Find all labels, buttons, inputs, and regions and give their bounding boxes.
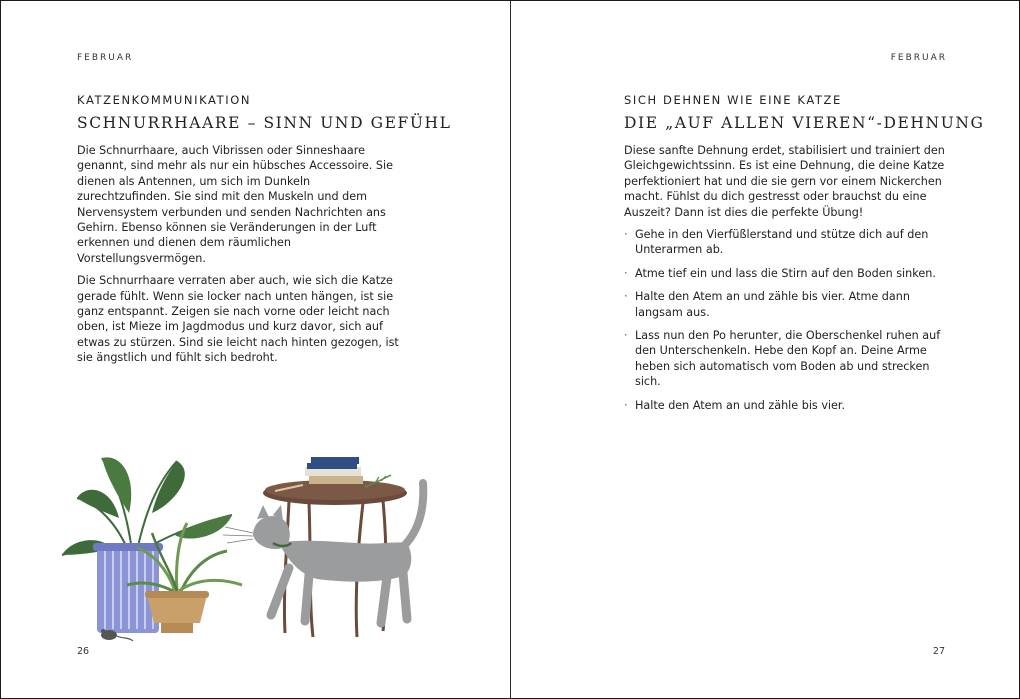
step-text: Atme tief ein und lass die Stirn auf den Boden sinken. xyxy=(635,266,936,280)
step-text: Halte den Atem an und zähle bis vier. xyxy=(635,398,846,412)
right-page xyxy=(511,1,1019,698)
large-plant xyxy=(62,457,232,555)
running-head-right: FEBRUAR xyxy=(890,53,947,63)
bullet: · xyxy=(624,329,628,343)
bullet: · xyxy=(624,228,628,242)
body-text-right xyxy=(624,143,952,421)
body-text-left xyxy=(77,143,403,373)
section-kicker-left: KATZENKOMMUNIKATION xyxy=(77,93,252,107)
cat-table-plants-illustration xyxy=(57,443,437,647)
paragraph: Die Schnurrhaare verraten aber auch, wie sich die Katze gerade fühlt. Wenn sie locker nach unten hängen, ist sie ganz entspannt. Zeigen sie nach vorne oder leicht nach oben, ist Mieze im Jagdmodus und kurz davor, sich auf etwas zu stürzen. Sind sie leicht nach hinten gezogen, ist sie ängstlich und fühlt sich bedroht. xyxy=(77,274,399,365)
list-item xyxy=(624,289,952,320)
section-kicker-right: SICH DEHNEN WIE EINE KATZE xyxy=(624,93,842,107)
paragraph: Die Schnurrhaare, auch Vibrissen oder Sinneshaare genannt, sind mehr als nur ein hübsches Accessoire. Sie dienen als Antennen, um sich im Dunkeln zurechtzufinden. Sie sind mit den Muskeln und dem Nervensystem verbunden und senden Nachrichten ans Gehirn. Ebenso können sie Veränderungen in der Luft erkennen und dienen dem räumlichen Vorstellungsvermögen. xyxy=(77,144,393,265)
bullet: · xyxy=(624,398,628,412)
section-title-left: SCHNURRHAARE – SINN UND GEFÜHL xyxy=(77,114,452,132)
running-head-left: FEBRUAR xyxy=(77,53,134,63)
step-text: Gehe in den Vierfüßlerstand und stütze dich auf den Unterarmen ab. xyxy=(635,228,929,257)
list-item xyxy=(624,266,952,281)
intro-paragraph: Diese sanfte Dehnung erdet, stabilisiert und trainiert den Gleichgewichtssinn. Es ist eine Dehnung, die deine Katze perfektioniert hat und die sie gern vor einem Nickerchen macht. Fühlst du dich gestresst oder brauchst du eine Auszeit? Dann ist dies die perfekte Übung! xyxy=(624,144,945,219)
bullet: · xyxy=(624,290,628,304)
bullet: · xyxy=(624,266,628,280)
step-text: Halte den Atem an und zähle bis vier. Atme dann langsam aus. xyxy=(635,290,910,319)
list-item xyxy=(624,227,952,258)
list-item xyxy=(624,398,952,413)
page-number-right: 27 xyxy=(932,646,945,657)
section-title-right: DIE „AUF ALLEN VIEREN“-DEHNUNG xyxy=(624,114,985,132)
step-text: Lass nun den Po herunter, die Oberschenkel ruhen auf den Unterschenkeln. Hebe den Kopf an. Deine Arme heben sich automatisch vom Boden ab und strecken sich. xyxy=(635,329,941,389)
exercise-steps-list xyxy=(624,227,952,413)
left-page xyxy=(1,1,510,698)
list-item xyxy=(624,328,952,390)
page-number-left: 26 xyxy=(77,646,90,657)
